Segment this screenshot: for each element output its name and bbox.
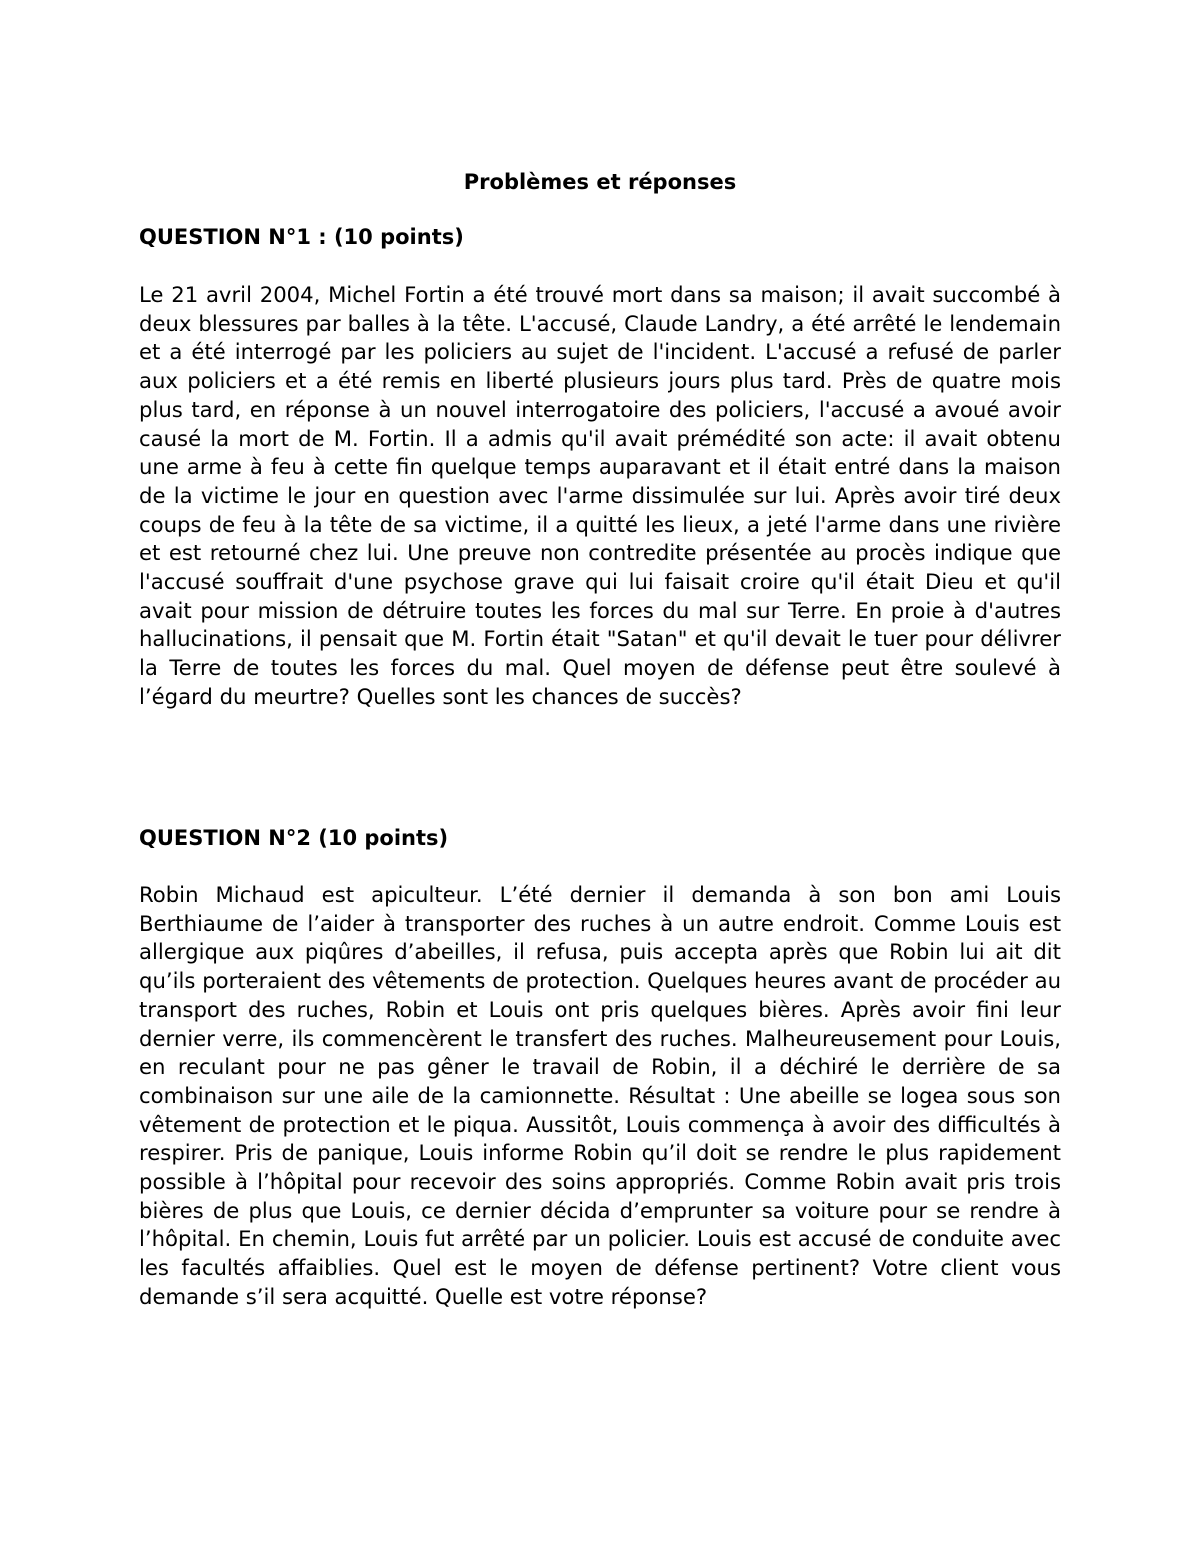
question-1-heading: QUESTION N°1 : (10 points)	[139, 225, 464, 249]
page-title: Problèmes et réponses	[463, 170, 737, 194]
question-2-heading: QUESTION N°2 (10 points)	[139, 826, 449, 850]
question-2-body: Robin Michaud est apiculteur. L’été dernier il demanda à son bon ami Louis Berthiaume de l’aider à transporter des ruches à un autre endroit. Comme Louis est allergique aux piqûres d’abeilles, il refusa, puis accepta après que Robin lui ait dit qu’ils porteraient des vêtements de protection. Quelques heures avant de procéder au transport des ruches, Robin et Louis ont pris quelques bières. Après avoir fini leur dernier verre, ils commencèrent le transfert des ruches. Malheureusement pour Louis, en reculant pour ne pas gêner le travail de Robin, il a déchiré le derrière de sa combinaison sur une aile de la camionnette. Résultat : Une abeille se logea sous son vêtement de protection et le piqua. Aussitôt, Louis commença à avoir des difficultés à respirer. Pris de panique, Louis informe Robin qu’il doit se rendre le plus rapidement possible à l’hôpital pour recevoir des soins appropriés. Comme Robin avait pris trois bières de plus que Louis, ce dernier décida d’emprunter sa voiture pour se rendre à l’hôpital. En chemin, Louis fut arrêté par un policier. Louis est accusé de conduite avec les facultés affaiblies. Quel est le moyen de défense pertinent? Votre client vous demande s’il sera acquitté. Quelle est votre réponse?	[139, 882, 1061, 1309]
question-1-body: Le 21 avril 2004, Michel Fortin a été trouvé mort dans sa maison; il avait succombé à deux blessures par balles à la tête. L'accusé, Claude Landry, a été arrêté le lendemain et a été interrogé par les policiers au sujet de l'incident. L'accusé a refusé de parler aux policiers et a été remis en liberté plusieurs jours plus tard. Près de quatre mois plus tard, en réponse à un nouvel interrogatoire des policiers, l'accusé a avoué avoir causé la mort de M. Fortin. Il a admis qu'il avait prémédité son acte: il avait obtenu une arme à feu à cette fin quelque temps auparavant et il était entré dans la maison de la victime le jour en question avec l'arme dissimulée sur lui. Après avoir tiré deux coups de feu à la tête de sa victime, il a quitté les lieux, a jeté l'arme dans une rivière et est retourné chez lui. Une preuve non contredite présentée au procès indique que l'accusé souffrait d'une psychose grave qui lui faisait croire qu'il était Dieu et qu'il avait pour mission de détruire toutes les forces du mal sur Terre. En proie à d'autres hallucinations, il pensait que M. Fortin était "Satan" et qu'il devait le tuer pour délivrer la Terre de toutes les forces du mal. Quel moyen de défense peut être soulevé à l’égard du meurtre? Quelles sont les chances de succès?	[139, 282, 1061, 709]
